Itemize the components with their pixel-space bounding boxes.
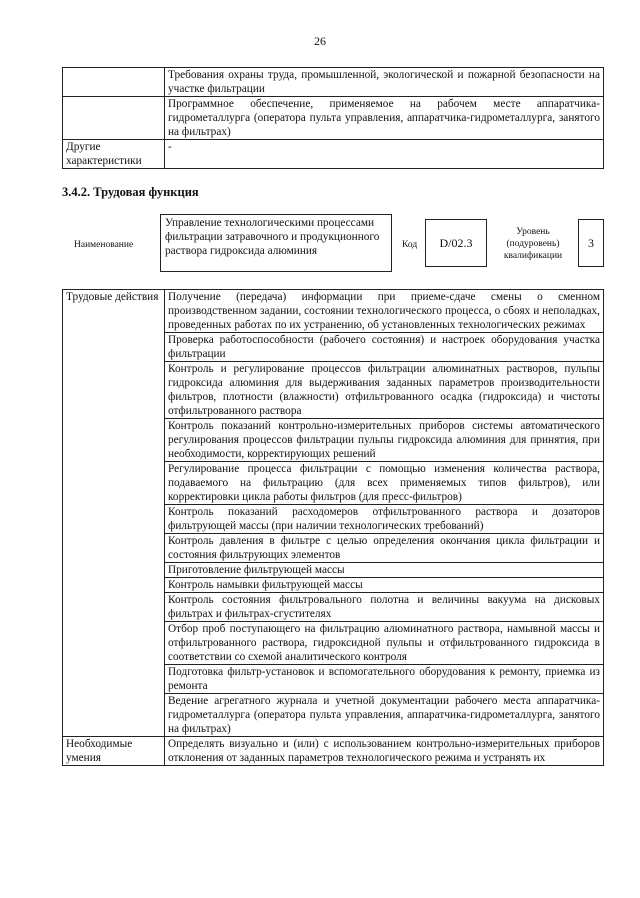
- table-row: [63, 97, 604, 140]
- row-label: Другие характеристики: [63, 140, 165, 169]
- action-item: Контроль показаний контрольно-измерительных приборов системы автоматического регулирования процессов фильтрации пульпы гидроксида алюминия для принятия, при необходимости, корректирующих решений: [165, 419, 604, 462]
- table-row: [63, 290, 604, 333]
- actions-label: Трудовые действия: [63, 290, 165, 737]
- row-text: Программное обеспечение, применяемое на рабочем месте аппаратчика-гидрометаллурга (оператора пульта управления, аппаратчика-гидрометаллурга, занятого на фильтрах): [165, 97, 604, 140]
- action-item: Приготовление фильтрующей массы: [165, 563, 604, 578]
- section-title: 3.4.2. Трудовая функция: [62, 185, 199, 199]
- name-label: Наименование: [74, 240, 134, 250]
- action-item: Контроль показаний расходомеров отфильтрованного раствора и дозаторов фильтрующей массы (при наличии технологических требований): [165, 505, 604, 534]
- action-item: Получение (передача) информации при приеме-сдаче смены о сменном производственном задании, состоянии технологического процесса, о сбоях и неполадках, проведенных работах по их устранению, об установленных технологических режимах: [165, 290, 604, 333]
- row-text: Требования охраны труда, промышленной, экологической и пожарной безопасности на участке фильтрации: [165, 68, 604, 97]
- action-item: Контроль и регулирование процессов фильтрации алюминатных растворов, пульпы гидроксида алюминия для выдерживания заданных параметров производительности фильтров, плотности (влажности) отфильтрованного осадка (гидроксида) и чистоты отфильтрованного раствора: [165, 362, 604, 419]
- function-name-box: Управление технологическими процессами фильтрации затравочного и продукционного раствора гидроксида алюминия: [160, 214, 392, 272]
- skills-label: Необходимые умения: [63, 737, 165, 766]
- action-item: Контроль состояния фильтровального полотна и величины вакуума на дисковых фильтрах и фильтрах-сгустителях: [165, 593, 604, 622]
- function-code-box: D/02.3: [425, 219, 487, 267]
- page-number: 26: [314, 34, 326, 48]
- table-row: [63, 140, 604, 169]
- action-item: Регулирование процесса фильтрации с помощью изменения количества раствора, подаваемого на фильтрацию (для всех применяемых типов фильтров), или корректировки цикла работы фильтров (для пресс-фильтров): [165, 462, 604, 505]
- skill-item: Определять визуально и (или) с использованием контрольно-измерительных приборов отклонения от заданных параметров технологического режима и устранять их: [165, 737, 604, 766]
- row-label: [63, 97, 165, 140]
- labor-function-table: [62, 289, 604, 766]
- code-label: Код: [402, 240, 418, 250]
- action-item: Ведение агрегатного журнала и учетной документации рабочего места аппаратчика-гидрометаллурга (оператора пульта управления, аппаратчика-гидрометаллурга, занятого на фильтрах): [165, 694, 604, 737]
- action-item: Отбор проб поступающего на фильтрацию алюминатного раствора, намывной массы и отфильтрованного раствора, гидроксидной пульпы и отфильтрованного гидроксида в соответствии со схемой аналитического контроля: [165, 622, 604, 665]
- action-item: Контроль намывки фильтрующей массы: [165, 578, 604, 593]
- level-value-box: 3: [578, 219, 604, 267]
- action-item: Подготовка фильтр-установок и вспомогательного оборудования к ремонту, приемка из ремонта: [165, 665, 604, 694]
- action-item: Контроль давления в фильтре с целью определения окончания цикла фильтрации и состояния фильтрующих элементов: [165, 534, 604, 563]
- table-row: [63, 737, 604, 766]
- table-row: [63, 68, 604, 97]
- row-text: -: [165, 140, 604, 169]
- action-item: Проверка работоспособности (рабочего состояния) и настроек оборудования участка фильтрации: [165, 333, 604, 362]
- row-label: [63, 68, 165, 97]
- requirements-table-continued: [62, 67, 604, 169]
- level-label: Уровень (подуровень) квалификации: [503, 227, 563, 261]
